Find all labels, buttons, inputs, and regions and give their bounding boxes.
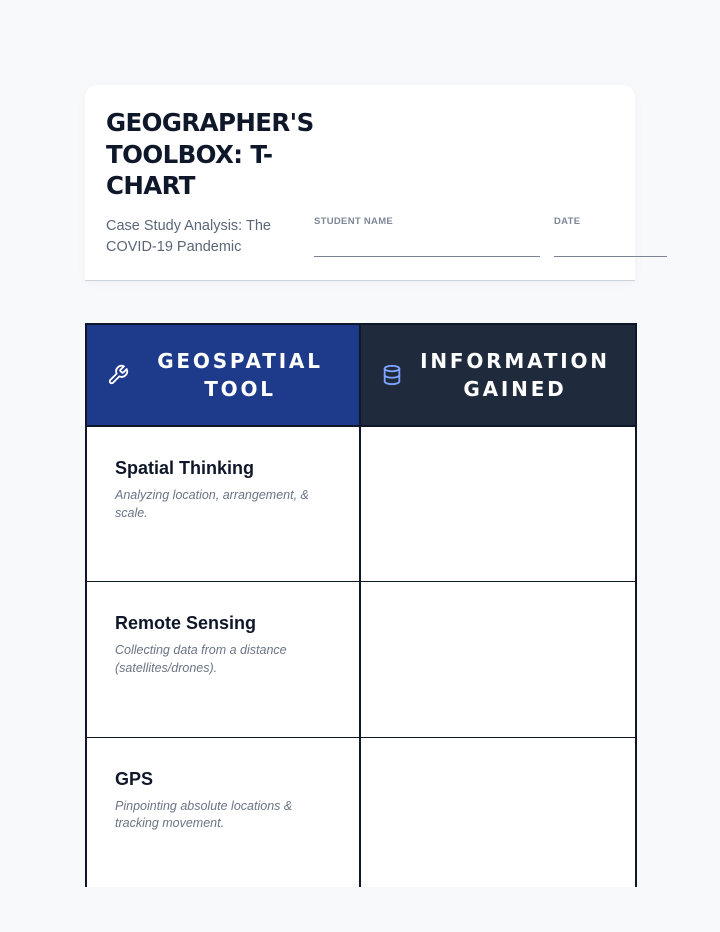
student-name-field[interactable] <box>314 216 393 230</box>
tool-description: Collecting data from a distance (satellites/drones). <box>115 643 287 675</box>
worksheet-header <box>85 85 635 281</box>
column-header-geospatial-tool <box>86 324 360 426</box>
tool-name: Remote Sensing <box>115 613 257 633</box>
tool-name: Spatial Thinking <box>115 458 255 478</box>
wrench-icon <box>107 364 129 386</box>
information-gained-cell[interactable] <box>360 426 636 582</box>
information-gained-cell[interactable] <box>360 737 636 893</box>
database-icon <box>381 364 403 386</box>
tool-name: GPS <box>115 768 154 789</box>
student-name-label: STUDENT NAME <box>314 216 394 227</box>
page-bottom-margin <box>0 887 720 932</box>
table-row <box>86 582 636 738</box>
t-chart-table <box>85 323 637 893</box>
tool-cell <box>86 737 360 893</box>
tool-cell <box>86 582 360 738</box>
tool-description: Pinpointing absolute locations & tracking movement. <box>115 798 293 830</box>
tool-description: Analyzing location, arrangement, & scale. <box>115 488 309 520</box>
table-row <box>86 737 636 893</box>
page-title: GEOGRAPHER'S TOOLBOX: T-CHART <box>106 108 314 200</box>
t-chart-header-row <box>86 324 636 426</box>
information-gained-cell[interactable] <box>360 582 636 738</box>
tool-cell <box>86 426 360 582</box>
column-header-label: INFORMATION GAINED <box>420 349 610 401</box>
date-field[interactable] <box>554 216 580 230</box>
table-row <box>86 426 636 582</box>
page-subtitle: Case Study Analysis: The COVID-19 Pandemic <box>106 218 271 255</box>
date-line <box>554 256 667 257</box>
column-header-information-gained <box>360 324 636 426</box>
student-name-line <box>314 256 540 257</box>
column-header-label: GEOSPATIAL TOOL <box>157 349 323 401</box>
date-label: DATE <box>554 216 581 227</box>
